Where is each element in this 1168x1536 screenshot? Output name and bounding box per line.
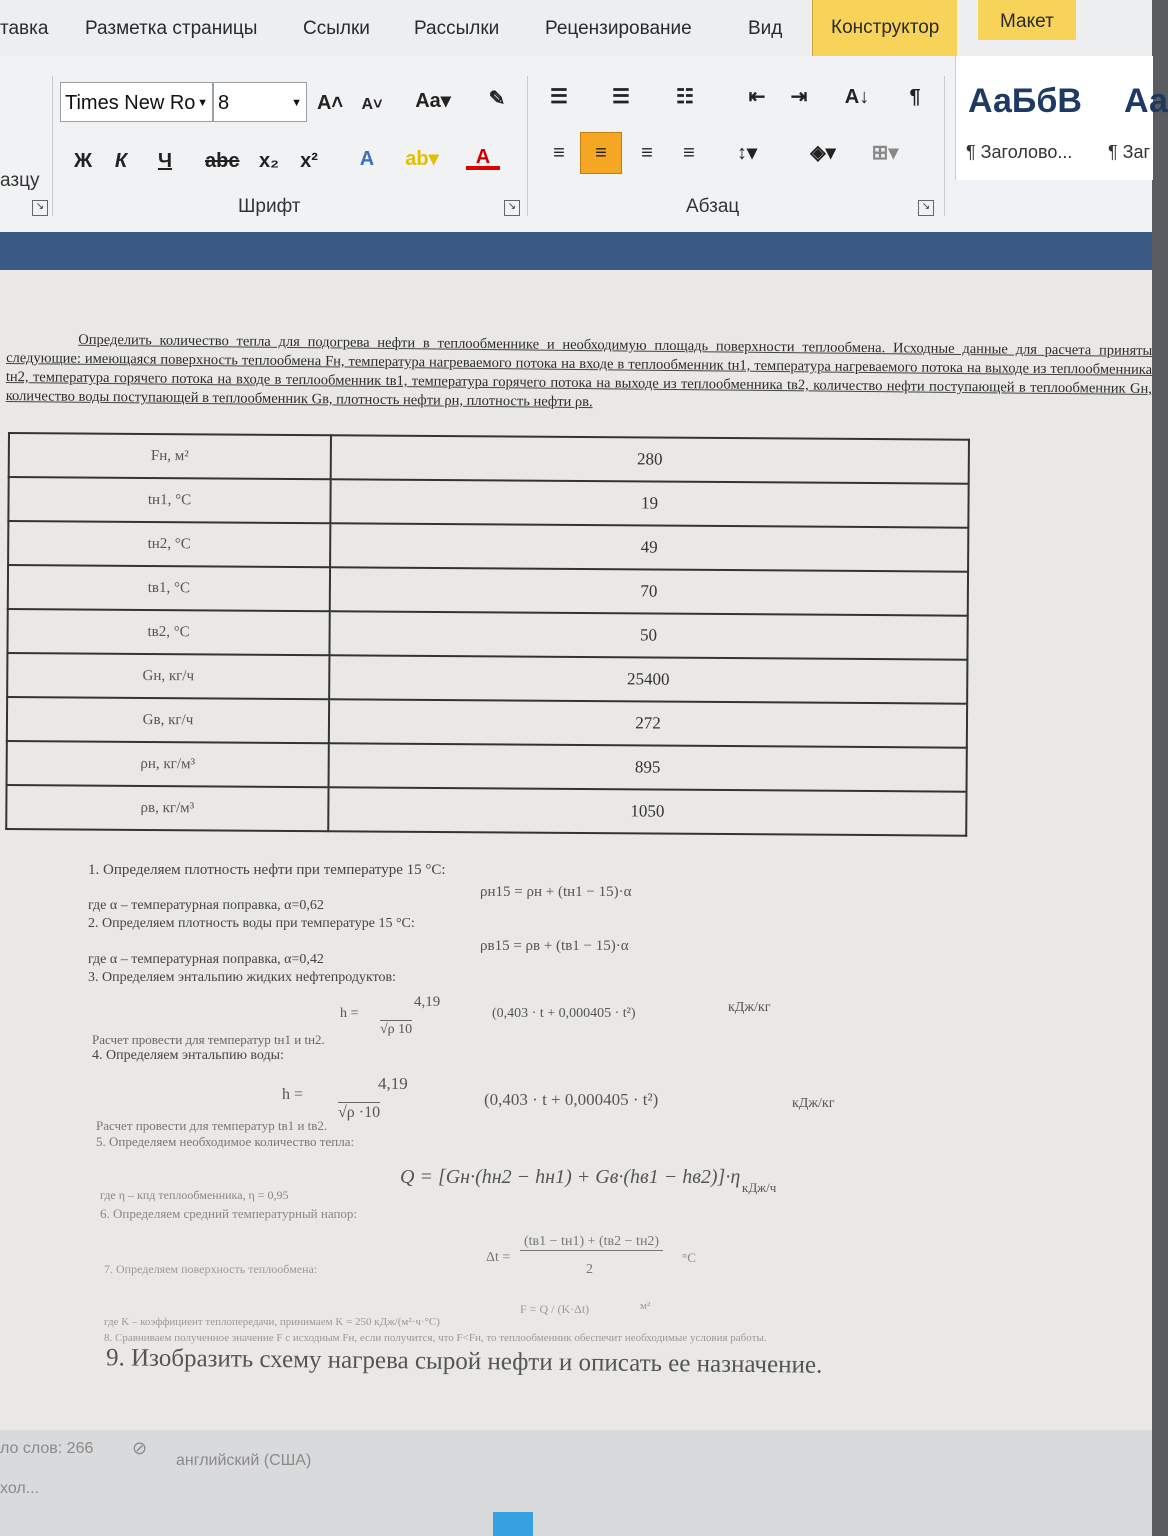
align-left-icon[interactable]: ≡ [553,142,565,164]
value-cell: 19 [330,479,968,527]
paragraph-group-label: Абзац [686,196,740,217]
text-effects-icon[interactable]: A [359,148,375,170]
formula-oil-density: ρн15 = ρн + (tн1 − 15)·α [480,884,632,900]
styles-gallery[interactable] [955,56,1168,180]
increase-indent-icon[interactable]: ⇥ [790,86,808,108]
windows-start-icon[interactable] [493,1512,533,1536]
table-row [7,697,967,748]
formula-3-denominator: √ρ 10 [380,1022,413,1037]
param-cell: Gн, кг/ч [7,653,329,699]
sort-icon[interactable]: A↓ [844,86,870,108]
shrink-font-button[interactable]: A˅ [361,96,383,113]
intro-paragraph: Определить количество тепла для подогрева нефти в теплообменнике и необходимую площадь поверхности теплообмена. Исходные данные для расчета приняты следующие: имеющаяся поверхность теплообмена Fн, температура нагреваемого потока на входе в теплообменник tн1, температура нагреваемого потока на выходе из теплообменника tн2, температура горячего потока на входе в теплообменник tв1, температура горячего потока на выходе из теплообменника tв2, количество нефти поступающей в теплообменник Gн, количество воды поступающей в теплообменник Gв, плотность нефти ρн, плотность нефти ρв. [5,331,1153,411]
group-separator [527,76,528,216]
tab-review[interactable]: Рецензирование [545,18,692,39]
tab-page-layout[interactable]: Разметка страницы [85,18,258,39]
formula-3-numerator: 4,19 [414,994,441,1010]
tab-mailings[interactable]: Рассылки [414,18,500,39]
formula-6-numerator: (tв1 − tн1) + (tв2 − tн2) [520,1234,663,1251]
step-3: 3. Определяем энтальпию жидких нефтепродуктов: [88,970,397,985]
value-cell: 25400 [329,655,967,703]
superscript-button[interactable]: x² [300,150,318,172]
status-bar [0,1430,1152,1536]
font-size-value: 8 [218,92,230,114]
step-5: 5. Определяем необходимое количество тепла: [96,1134,355,1149]
clipboard-launcher-icon[interactable]: ↘ [32,200,48,216]
table-row [7,653,967,704]
value-cell: 1050 [328,787,966,835]
param-cell: ρн, кг/м³ [7,741,329,787]
tab-view[interactable]: Вид [748,18,783,39]
shading-icon[interactable]: ◈▾ [810,142,836,164]
value-cell: 895 [329,743,967,791]
table-row [8,477,968,528]
step-6: 6. Определяем средний температурный напор: [100,1206,358,1221]
value-cell: 272 [329,699,967,747]
style-heading-2[interactable]: ¶ Заг [1108,142,1151,162]
bold-button[interactable]: Ж [73,150,93,172]
formula-water-density: ρв15 = ρв + (tв1 − 15)·α [480,938,629,954]
underline-button[interactable]: Ч [157,150,173,172]
enthalpy-water-label: h = [282,1086,304,1103]
formula-4-unit: кДж/кг [792,1096,835,1111]
formula-4-body: (0,403 · t + 0,000405 · t²) [484,1090,659,1109]
param-cell: tн2, °C [8,521,330,567]
formula-area: F = Q / (K·Δt) [520,1302,590,1316]
group-separator [944,76,945,216]
task-intro [6,330,1153,418]
table-row [8,565,968,616]
justify-icon[interactable]: ≡ [683,142,695,164]
word-count[interactable]: ло слов: 266 [0,1440,94,1457]
step-3-note: Расчет провести для температур tн1 и tн2. [92,1032,325,1047]
font-size-select[interactable] [213,82,307,122]
step-7: 7. Определяем поверхность теплообмена: [104,1262,318,1276]
formula-6-denominator: 2 [586,1262,593,1277]
value-cell: 50 [329,611,967,659]
chevron-down-icon: ▼ [291,97,302,109]
font-name-value: Times New Ro [65,92,196,114]
formula-5-unit: кДж/ч [742,1180,777,1195]
align-right-icon[interactable]: ≡ [641,142,653,164]
font-name-select[interactable] [60,82,213,122]
tab-references[interactable]: Ссылки [303,18,370,39]
step-2-note: где α – температурная поправка, α=0,42 [88,952,324,967]
strikethrough-button[interactable]: abc [205,150,240,172]
param-cell: ρв, кг/м³ [6,785,328,831]
table-row [9,433,969,484]
ribbon-left-fragment: азцу [0,170,40,191]
param-cell: Fн, м² [9,433,331,479]
formula-6-lhs: Δt = [486,1250,511,1265]
style-heading-1[interactable]: ¶ Заголово... [966,142,1073,162]
step-2: 2. Определяем плотность воды при температуре 15 °С: [88,916,415,931]
step-1-note: где α – температурная поправка, α=0,62 [88,898,324,913]
formula-4-numerator: 4,19 [378,1074,408,1093]
step-9: 9. Изобразить схему нагрева сырой нефти и описать ее назначение. [105,1344,823,1379]
ribbon-bottom-bar [0,232,1152,270]
style-preview-1[interactable]: АаБбВ [968,82,1082,120]
grow-font-button[interactable]: A˄ [316,92,344,114]
formula-7-unit: м² [640,1300,651,1312]
param-cell: tв2, °C [7,609,329,655]
step-5-note: где η – кпд теплообменника, η = 0,95 [100,1188,289,1202]
formula-heat-quantity: Q = [Gн·(hн2 − hн1) + Gв·(hв1 − hв2)]·η [400,1166,741,1188]
formula-3-body: (0,403 · t + 0,000405 · t²) [492,1006,636,1021]
font-launcher-icon[interactable]: ↘ [504,200,520,216]
step-1: 1. Определяем плотность нефти при температуре 15 °С: [88,862,446,878]
highlight-icon[interactable]: ab▾ [405,148,439,170]
step-7-note: где K – коэффициент теплопередачи, принимаем K = 250 кДж/(м²·ч·°С) [104,1316,440,1328]
enthalpy-h-label: h = [340,1006,359,1021]
table-row [7,609,967,660]
value-cell: 280 [331,435,969,483]
table-row [6,785,966,836]
step-4: 4. Определяем энтальпию воды: [92,1048,284,1063]
paragraph-launcher-icon[interactable]: ↘ [918,200,934,216]
ribbon-panel [0,56,1168,233]
param-cell: tн1, °C [8,477,330,523]
tab-design[interactable]: Конструктор [812,0,957,56]
group-separator [52,76,53,216]
source-data-table [5,432,970,837]
param-cell: Gв, кг/ч [7,697,329,743]
font-color-icon[interactable]: A [466,140,500,170]
font-group-label: Шрифт [238,196,301,217]
pilcrow-icon[interactable]: ¶ [909,86,921,108]
formula-4-denominator: √ρ ·10 [338,1104,381,1121]
italic-button[interactable]: К [114,150,128,172]
language-indicator[interactable]: английский (США) [176,1452,312,1469]
multilevel-list-icon[interactable]: ☷ [676,86,694,108]
style-preview-2[interactable]: Аа [1124,82,1168,120]
chevron-down-icon: ▼ [197,97,208,109]
table-row [7,741,967,792]
subscript-button[interactable]: x₂ [258,150,279,172]
document-page[interactable] [0,270,1152,1450]
formula-3-unit: кДж/кг [728,1000,771,1015]
decrease-indent-icon[interactable]: ⇤ [748,86,766,108]
bullets-icon[interactable]: ☰ [550,86,568,108]
param-cell: tв1, °C [8,565,330,611]
value-cell: 49 [330,523,968,571]
borders-icon[interactable]: ⊞▾ [871,142,899,164]
proofing-icon[interactable]: ⊘ [132,1438,148,1458]
value-cell: 70 [330,567,968,615]
align-center-icon[interactable]: ≡ [580,132,622,174]
step-8: 8. Сравниваем полученное значение F с исходным Fн, если получится, что F<Fн, то теплообменник обеспечит необходимые условия работы. [104,1332,767,1344]
step-4-note: Расчет провести для температур tв1 и tв2. [96,1118,328,1133]
ribbon-tabs [0,0,1152,56]
clear-format-icon[interactable]: ✎ [488,88,506,110]
formula-6-unit: °С [682,1250,696,1265]
line-spacing-icon[interactable]: ↕▾ [736,142,758,164]
numbering-icon[interactable]: ☰ [612,86,630,108]
table-row [8,521,968,572]
tab-layout[interactable]: Макет [978,0,1076,40]
status-extra: хол... [0,1480,40,1497]
tab-insert[interactable]: тавка [0,18,49,39]
change-case-button[interactable]: Aa▾ [415,90,451,112]
